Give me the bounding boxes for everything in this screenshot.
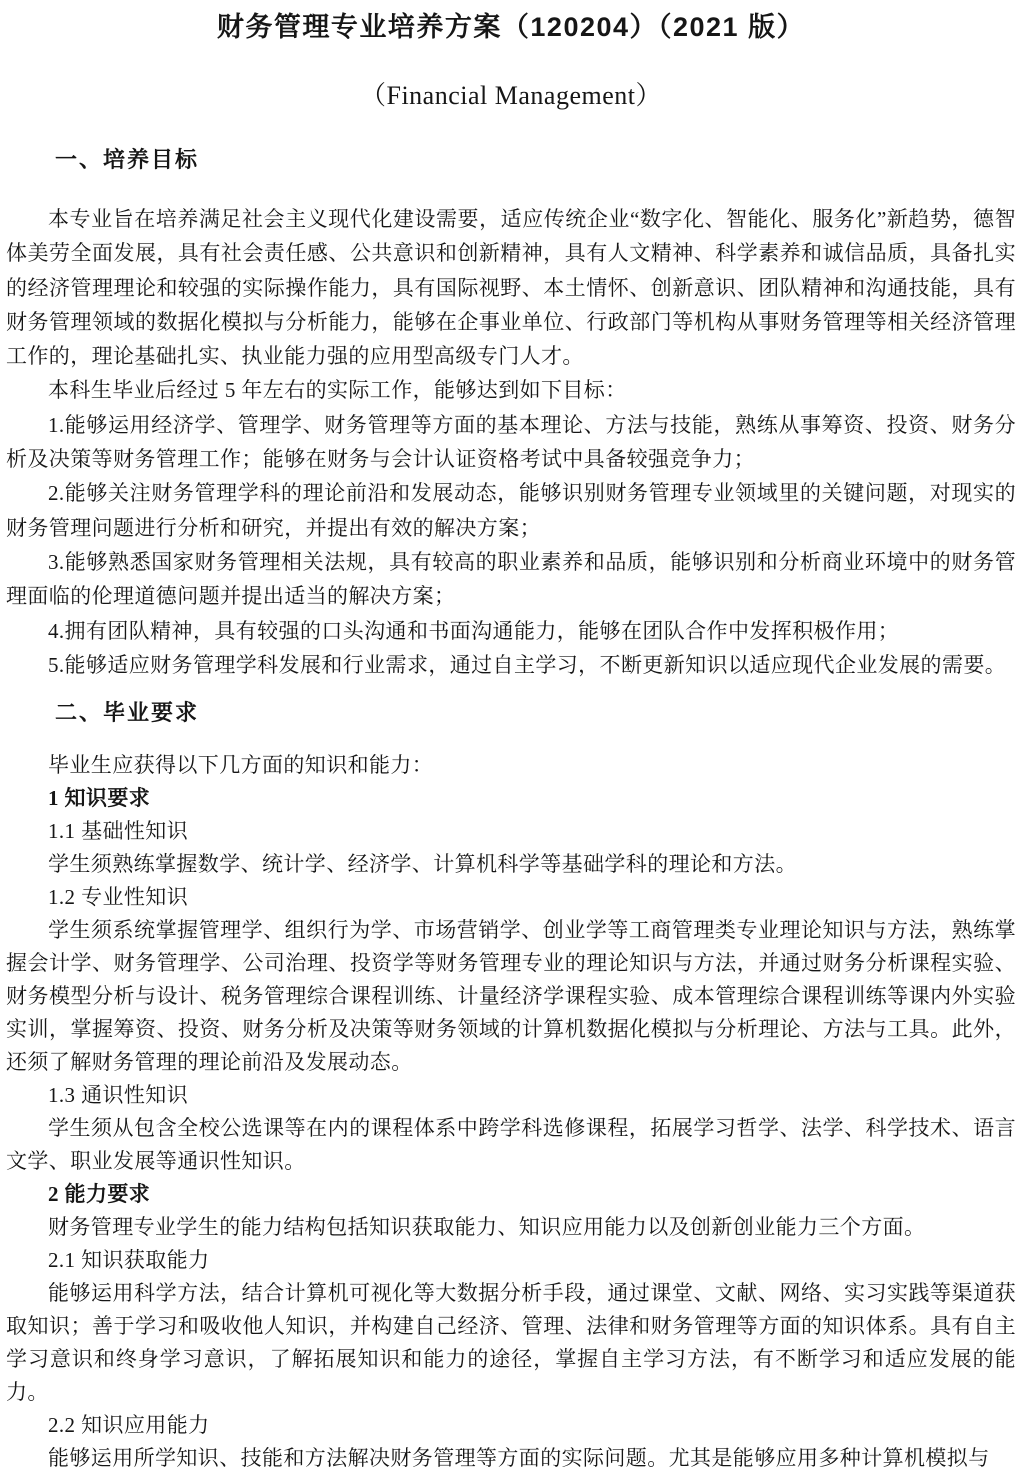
- ability-text-2-1: 能够运用科学方法，结合计算机可视化等大数据分析手段，通过课堂、文献、网络、实习实践等渠道获取知识；善于学习和吸收他人知识，并构建自己经济、管理、法律和财务管理等方面的知识体系。具有自主学习意识和终身学习意识，了解拓展知识和能力的途径，掌握自主学习方法，有不断学习和适应发展的能力。: [6, 1281, 1016, 1405]
- ability-subheading-2-1: 2.1 知识获取能力: [48, 1248, 210, 1273]
- knowledge-subheading-1-3: 1.3 通识性知识: [48, 1083, 189, 1108]
- goal-item-1: 1.能够运用经济学、管理学、财务管理等方面的基本理论、方法与技能，熟练从事筹资、投资、财务分析及决策等财务管理工作；能够在财务与会计认证资格考试中具备较强竞争力；: [6, 412, 1016, 472]
- goals-lead-paragraph: 本科生毕业后经过 5 年左右的实际工作，能够达到如下目标：: [48, 378, 627, 403]
- graduation-intro-paragraph: 毕业生应获得以下几方面的知识和能力：: [48, 753, 434, 778]
- goal-item-3: 3.能够熟悉国家财务管理相关法规，具有较高的职业素养和品质，能够识别和分析商业环境中的财务管理面临的伦理道德问题并提出适当的解决方案；: [6, 549, 1016, 609]
- goal-item-2: 2.能够关注财务管理学科的理论前沿和发展动态，能够识别财务管理专业领域里的关键问题，对现实的财务管理问题进行分析和研究，并提出有效的解决方案；: [6, 481, 1016, 540]
- section-1-heading: 一、培养目标: [55, 147, 200, 172]
- training-objective-paragraph: 本专业旨在培养满足社会主义现代化建设需要，适应传统企业“数字化、智能化、服务化”新趋势，德智体美劳全面发展，具有社会责任感、公共意识和创新精神，具有人文精神、科学素养和诚信品质，具备扎实的经济管理理论和较强的实际操作能力，具有国际视野、本土情怀、创新意识、团队精神和沟通技能，具有财务管理领域的数据化模拟与分析能力，能够在企事业单位、行政部门等机构从事财务管理等相关经济管理工作的，理论基础扎实、执业能力强的应用型高级专门人才。: [6, 207, 1016, 369]
- document-title: 财务管理专业培养方案（120204）（2021 版）: [216, 12, 806, 42]
- goal-item-5: 5.能够适应财务管理学科发展和行业需求，通过自主学习，不断更新知识以适应现代企业发展的需要。: [48, 652, 1007, 677]
- ability-subheading-2-2: 2.2 知识应用能力: [48, 1413, 210, 1438]
- knowledge-text-1-2: 学生须系统掌握管理学、组织行为学、市场营销学、创业学等工商管理类专业理论知识与方法，熟练掌握会计学、财务管理学、公司治理、投资学等财务管理专业的理论知识与方法，并通过财务分析课程实验、财务模型分析与设计、税务管理综合课程训练、计量经济学课程实验、成本管理综合课程训练等课内外实验实训，掌握筹资、投资、财务分析及决策等财务领域的计算机数据化模拟与分析理论、方法与工具。此外，还须了解财务管理的理论前沿及发展动态。: [6, 918, 1016, 1075]
- section-1-body: [6, 202, 1016, 682]
- knowledge-text-1-1: 学生须熟练掌握数学、统计学、经济学、计算机科学等基础学科的理论和方法。: [48, 852, 797, 877]
- ability-intro-paragraph: 财务管理专业学生的能力结构包括知识获取能力、知识应用能力以及创新创业能力三个方面。: [48, 1215, 926, 1240]
- knowledge-text-1-3: 学生须从包含全校公选课等在内的课程体系中跨学科选修课程，拓展学习哲学、法学、科学技术、语言文学、职业发展等通识性知识。: [6, 1116, 1016, 1174]
- document-subtitle: （Financial Management）: [360, 81, 662, 110]
- knowledge-subheading-1-2: 1.2 专业性知识: [48, 885, 189, 910]
- section-2-heading: 二、毕业要求: [55, 700, 200, 726]
- ability-text-2-2: 能够运用所学知识、技能和方法解决财务管理等方面的实际问题。尤其是能够应用多种计算机模拟与: [48, 1446, 990, 1471]
- ability-requirement-heading: 2 能力要求: [48, 1182, 151, 1207]
- goal-item-4: 4.拥有团队精神，具有较强的口头沟通和书面沟通能力，能够在团队合作中发挥积极作用；: [48, 618, 900, 643]
- section-2-body: [6, 749, 1016, 1475]
- knowledge-subheading-1-1: 1.1 基础性知识: [48, 819, 189, 844]
- knowledge-requirement-heading: 1 知识要求: [48, 786, 151, 811]
